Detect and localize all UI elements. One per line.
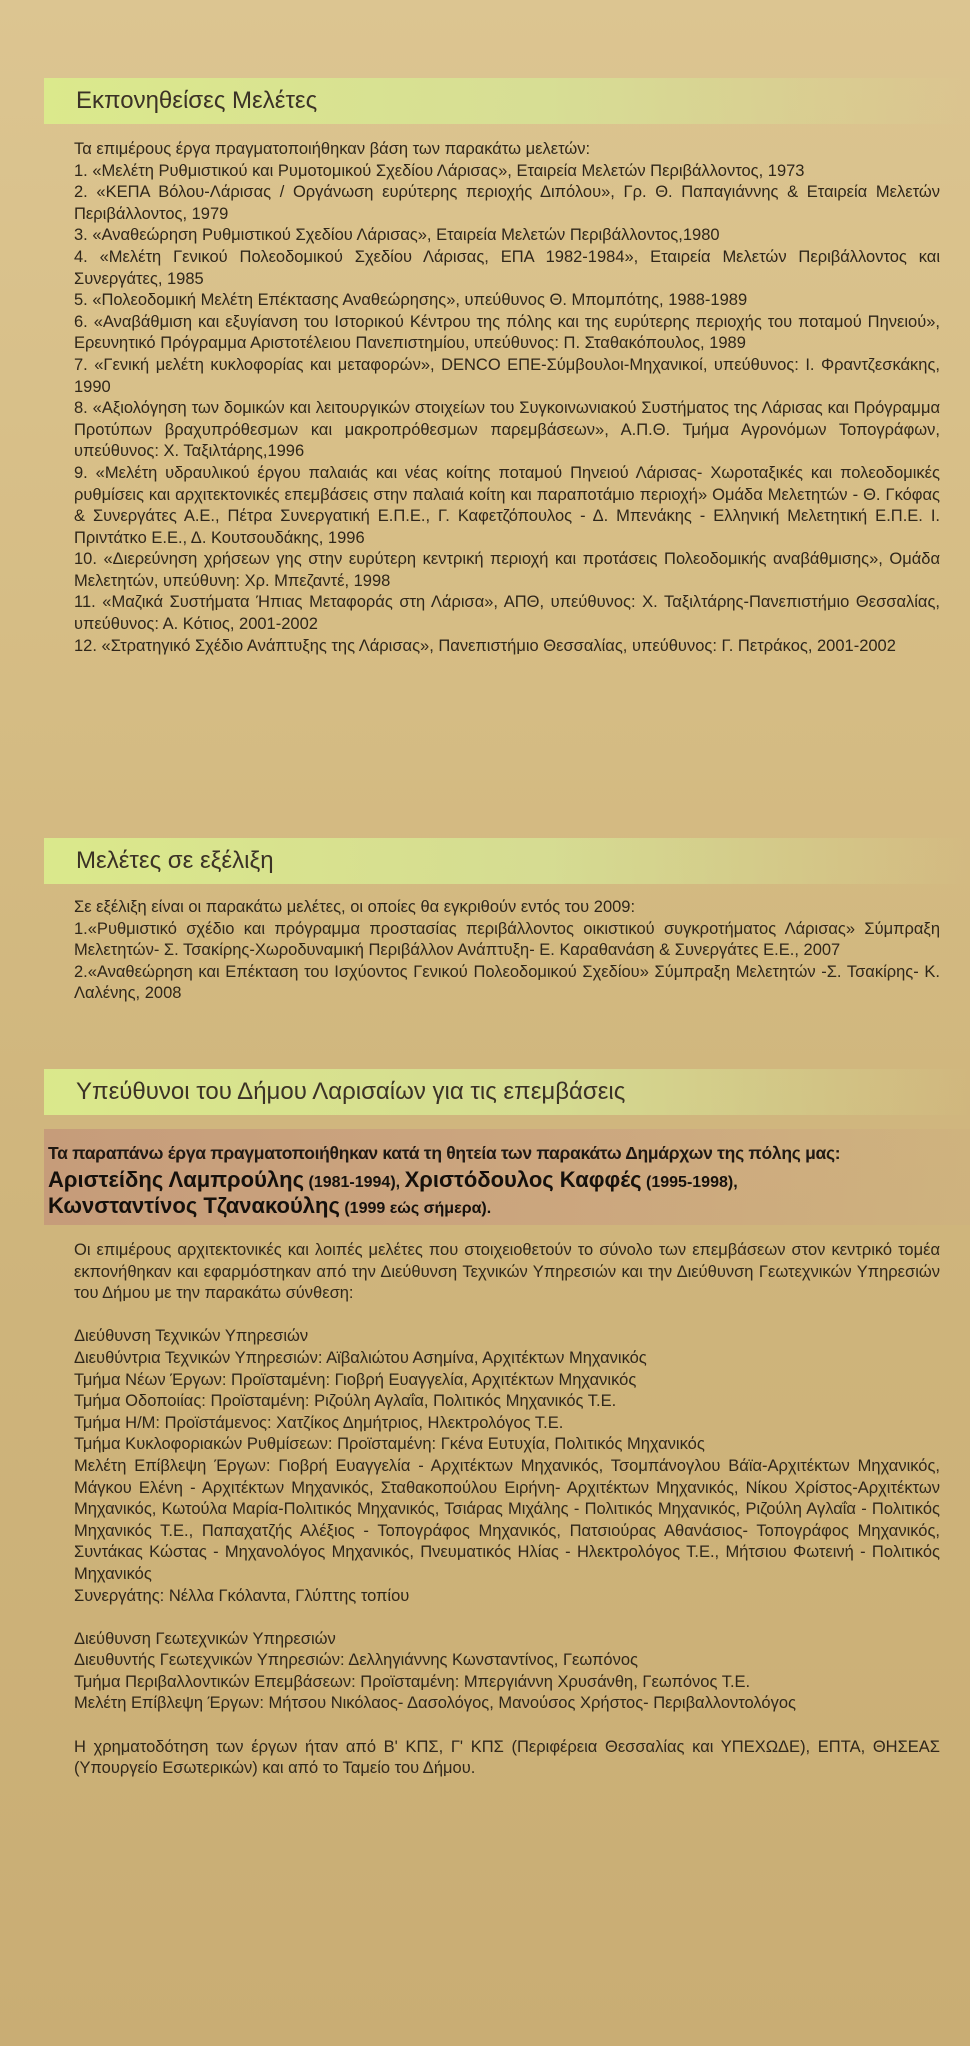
completed-studies-title: Εκπονηθείσες Μελέτες [76,87,318,114]
mayor-years: (1995-1998), [646,1174,738,1191]
list-item: 1. «Μελέτη Ρυθμιστικού και Ρυμοτομικού Σχεδίου Λάρισας», Εταιρεία Μελετών Περιβάλλοντος, 1973 [74,161,805,180]
supervision-text: Μελέτη Επίβλεψη Έργων: Γιοβρή Ευαγγελία - Αρχιτέκτων Μηχανικός, Τσομπάνογλου Βάϊα-Αρχιτέκτων Μηχανικός, Μάγκου Ελένη - Αρχιτέκτων Μηχανικός, Σταθακοπούλου Ειρήνη- Αρχιτέκτων Μηχανικός, Νίκου Χρίστος-Αρχιτέκτων Μηχανικός, Κωτούλα Μαρία-Πολιτικός Μηχανικός, Τσιάρας Μιχάλης - Πολιτικός Μηχανικός, Ριζούλη Αγλαΐα - Πολιτικός Μηχανικός Τ.Ε., Παπαχατζής Αλέξιος - Τοπογράφος Μηχανικός, Πατσιούρας Αθανάσιος- Τοπογράφος Μηχανικός, Συντάκας Κώστας - Μηχανολόγος Μηχανικός, Πνευματικός Ηλίας - Ηλεκτρολόγος Τ.Ε., Μήτσιου Φωτεινή - Πολιτικός Μηχανικός [74,1456,940,1583]
collaborator-line: Συνεργάτης: Νέλλα Γκόλαντα, Γλύπτης τοπίου [74,1586,410,1605]
list-item: 7. «Γενική μελέτη κυκλοφορίας και μεταφορών», DENCO ΕΠΕ-Σύμβουλοι-Μηχανικοί, υπεύθυνος: Ι. Φραντζεσκάκης, 1990 [74,355,940,396]
list-item: 2. «ΚΕΠΑ Βόλου-Λάρισας / Οργάνωση ευρύτερης περιοχής Διπόλου», Γρ. Θ. Παπαγιάννης & Εταιρεία Μελετών Περιβάλλοντος, 1979 [74,183,940,223]
geotech-line: Μελέτη Επίβλεψη Έργων: Μήτσου Νικόλαος- Δασολόγος, Μανούσος Χρήστος- Περιβαλλοντολόγος [74,1694,796,1713]
list-item: 8. «Αξιολόγηση των δομικών και λειτουργικών στοιχείων του Συγκοινωνιακού Συστήματος της Λάρισας και Πρόγραμμα Προτύπων βραχυπρόθεσμων και μακροπρόθεσμων παρεμβάσεων», Α.Π.Θ. Τμήμα Αγρονόμων Τοπογράφων, υπεύθυνος: Χ. Ταξιλτάρης,1996 [74,399,940,461]
list-item: 9. «Μελέτη υδραυλικού έργου παλαιάς και νέας κοίτης ποταμού Πηνειού Λάρισας- Χωροταξικές και πολεοδομικές ρυθμίσεις και αρχιτεκτονικές επεμβάσεις στην παλαιά κοίτη και παραποτάμιο περιοχή» Ομάδα Μελετητών - Θ. Γκόφας & Συνεργάτες Α.Ε., Πέτρα Συνεργατική Ε.Π.Ε., Γ. Καφετζόπουλος - Δ. Μπενάκης - Ελληνική Μελετητική Ε.Π.Ε. Ι. Πριντάτκο Ε.Ε., Δ. Κουτσουδάκης, 1996 [74,463,940,547]
technical-line: Τμήμα Κυκλοφοριακών Ρυθμίσεων: Προϊσταμένη: Γκένα Ευτυχία, Πολιτικός Μηχανικός [74,1435,705,1454]
technical-line: Διευθύντρια Τεχνικών Υπηρεσιών: Αϊβαλιώτου Ασημίνα, Αρχιτέκτων Μηχανικός [74,1348,647,1367]
funding-text: Η χρηματοδότηση των έργων ήταν από Β' ΚΠΣ, Γ' ΚΠΣ (Περιφέρεια Θεσσαλίας και ΥΠΕΧΩΔΕ), ΕΠΤΑ, ΘΗΣΕΑΣ (Υπουργείο Εσωτερικών) και από το Ταμείο του Δήμου. [74,1737,940,1778]
technical-line: Τμήμα Οδοποιίας: Προϊσταμένη: Ριζούλη Αγλαΐα, Πολιτικός Μηχανικός Τ.Ε. [74,1392,617,1411]
mayors-line-1 [48,1167,738,1193]
officials-body [74,1240,940,1780]
completed-studies-header [44,78,970,124]
list-item: 2.«Αναθεώρηση και Επέκταση του Ισχύοντος Γενικού Πολεοδομικού Σχεδίου» Σύμπραξη Μελετητών -Σ. Τσακίρης- Κ. Λαλένης, 2008 [74,962,940,1003]
list-item: 12. «Στρατηγικό Σχέδιο Ανάπτυξης της Λάρισας», Πανεπιστήμιο Θεσσαλίας, υπεύθυνος: Γ. Πετράκος, 2001-2002 [74,636,896,655]
ongoing-studies-list [74,897,940,1005]
list-item: 3. «Αναθεώρηση Ρυθμιστικού Σχεδίου Λάρισας», Εταιρεία Μελετών Περιβάλλοντος,1980 [74,226,720,245]
mayor-name: Χριστόδουλος Καφφές [404,1167,642,1192]
list-item: 5. «Πολεοδομική Μελέτη Επέκτασης Αναθεώρησης», υπεύθυνος Θ. Μπομπότης, 1988-1989 [74,291,748,310]
geotech-dept-title: Διεύθυνση Γεωτεχνικών Υπηρεσιών [74,1629,336,1648]
completed-studies-list [74,139,940,657]
mayor-name: Κωνσταντίνος Τζανακούλης [48,1193,340,1218]
geotech-line: Διευθυντής Γεωτεχνικών Υπηρεσιών: Δελληγιάννης Κωνσταντίνος, Γεωπόνος [74,1651,638,1670]
list-item: 10. «Διερεύνηση χρήσεων γης στην ευρύτερη κεντρική περιοχή και προτάσεις Πολεοδομικής αναβάθμισης», Ομάδα Μελετητών, υπεύθυνη: Χρ. Μπεζαντέ, 1998 [74,550,940,590]
geotech-line: Τμήμα Περιβαλλοντικών Επεμβάσεων: Προϊσταμένη: Μπεργιάννη Χρυσάνθη, Γεωπόνος Τ.Ε. [74,1672,751,1691]
officials-header [44,1069,970,1115]
mayor-name: Αριστείδης Λαμπρούλης [48,1167,305,1192]
list-item: 1.«Ρυθμιστικό σχέδιο και πρόγραμμα προστασίας περιβάλλοντος οικιστικού συγκροτήματος Λάρισας» Σύμπραξη Μελετητών- Σ. Τσακίρης-Χωροδυναμική Περιβάλλον Ανάπτυξη- Ε. Καραθανάση & Συνεργάτες Ε.Ε., 2007 [74,919,940,960]
officials-title: Υπεύθυνοι του Δήμου Λαρισαίων για τις επεμβάσεις [76,1078,626,1105]
ongoing-studies-header [44,838,970,884]
composition-text: Οι επιμέρους αρχιτεκτονικές και λοιπές μελέτες που στοιχειοθετούν το σύνολο των επεμβάσεων στον κεντρικό τομέα εκπονήθηκαν και εφαρμόστηκαν από την Διεύθυνση Τεχνικών Υπηρεσιών και την Διεύθυνση Γεωτεχνικών Υπηρεσιών του Δήμου με την παρακάτω σύνθεση: [74,1241,940,1303]
list-item: 11. «Μαζικά Συστήματα Ήπιας Μεταφοράς στη Λάρισα», ΑΠΘ, υπεύθυνος: Χ. Ταξιλτάρης-Πανεπιστήμιο Θεσσαλίας, υπεύθυνος: Α. Κότιος, 2001-2002 [74,593,940,634]
technical-line: Τμήμα Η/Μ: Προϊστάμενος: Χατζίκος Δημήτριος, Ηλεκτρολόγος Τ.Ε. [74,1413,564,1432]
technical-line: Τμήμα Νέων Έργων: Προϊσταμένη: Γιοβρή Ευαγγελία, Αρχιτέκτων Μηχανικός [74,1370,637,1389]
mayor-years: (1981-1994), [308,1174,401,1191]
completed-intro: Τα επιμέρους έργα πραγματοποιήθηκαν βάση των παρακάτω μελετών: [74,140,591,158]
list-item: 4. «Μελέτη Γενικού Πολεοδομικού Σχεδίου Λάρισας, ΕΠΑ 1982-1984», Εταιρεία Μελετών Περιβάλλοντος και Συνεργάτες, 1985 [74,247,940,288]
mayor-years: (1999 εώς σήμερα). [344,1200,492,1217]
ongoing-studies-title: Μελέτες σε εξέλιξη [76,847,274,874]
list-item: 6. «Αναβάθμιση και εξυγίανση του Ιστορικού Κέντρου της πόλης και της ευρύτερης περιοχής του ποταμού Πηνειού», Ερευνητικό Πρόγραμμα Αριστοτέλειου Πανεπιστημίου, υπεύθυνος: Π. Σταθακόπουλος, 1989 [74,312,940,353]
mayors-line-2 [48,1193,491,1219]
technical-dept-title: Διεύθυνση Τεχνικών Υπηρεσιών [74,1327,309,1346]
mayors-box [44,1129,970,1225]
mayors-intro: Τα παραπάνω έργα πραγματοποιήθηκαν κατά τη θητεία των παρακάτω Δημάρχων της πόλης μας: [48,1143,841,1163]
ongoing-intro: Σε εξέλιξη είναι οι παρακάτω μελέτες, οι οποίες θα εγκριθούν εντός του 2009: [74,898,636,916]
